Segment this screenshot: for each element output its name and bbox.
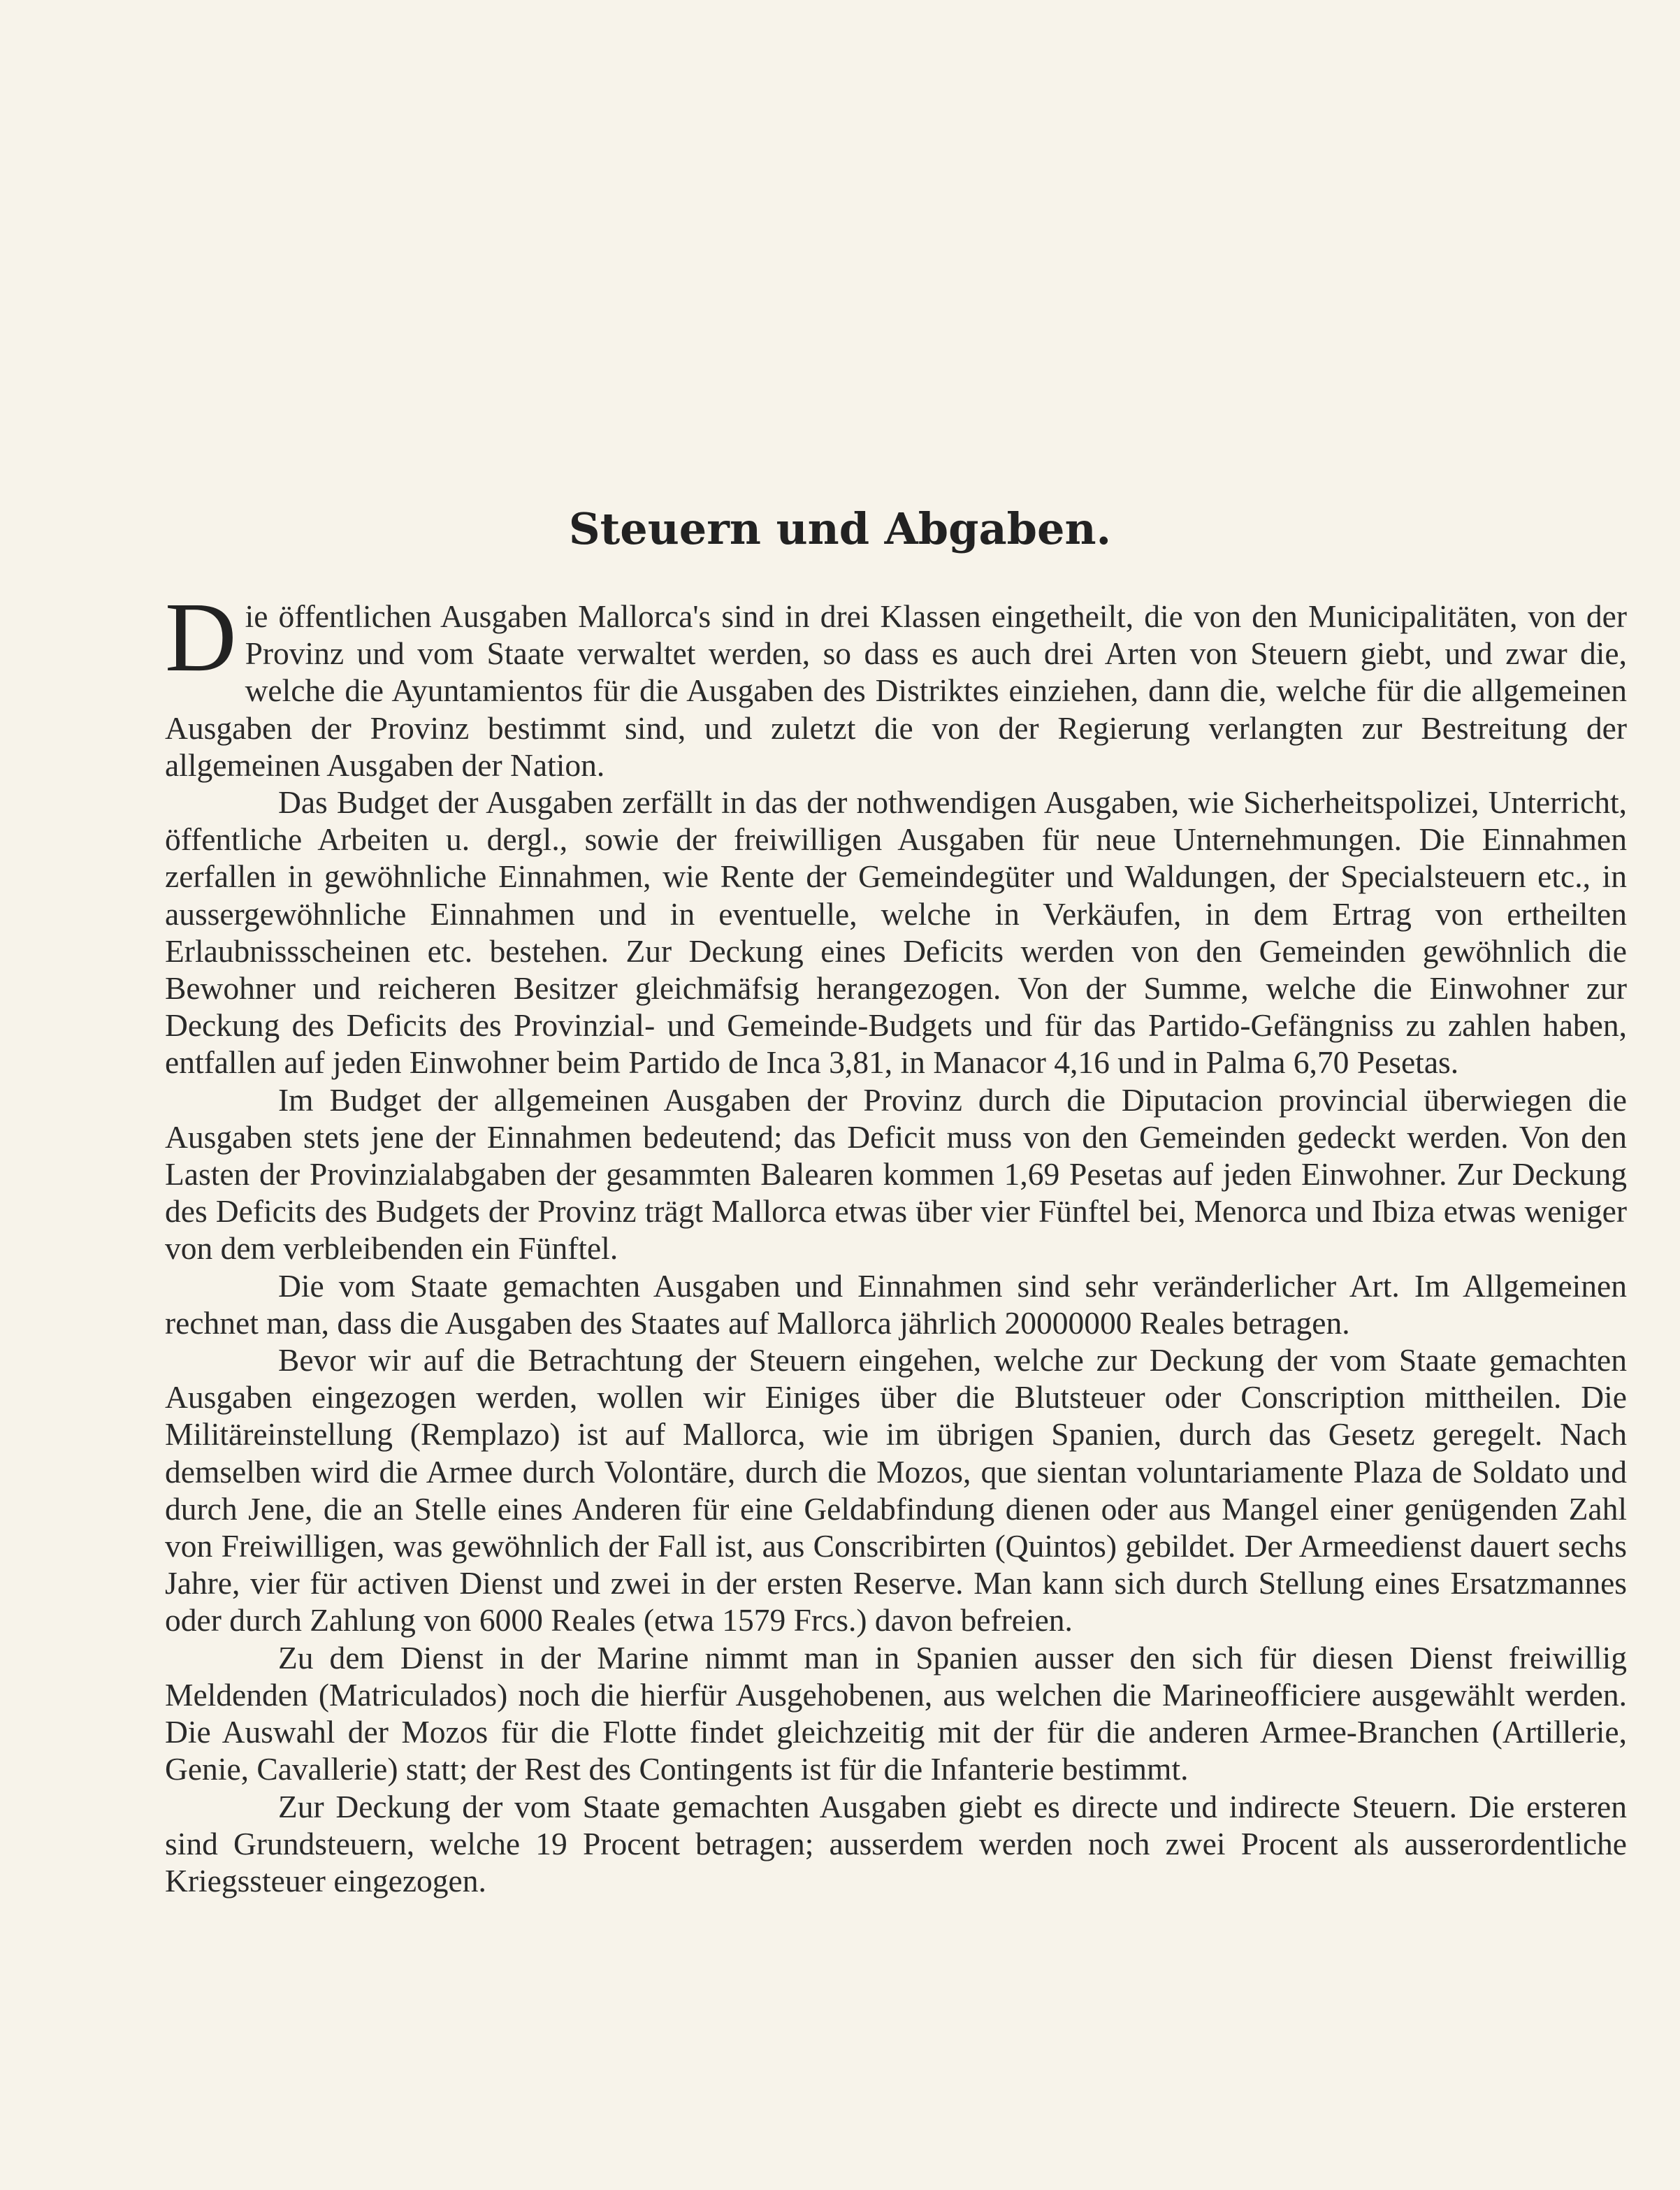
paragraph-6: Zu dem Dienst in der Marine nimmt man in Spanien ausser den sich für diesen Dienst freiwillig Meldenden (Matriculados) noch die hierfür Ausgehobenen, aus welchen die Marineofficiere ausgewählt werden. Die Auswahl der Mozos für die Flotte findet gleichzeitig mit der für die anderen Armee-Branchen (Artillerie, Genie, Cavallerie) statt; der Rest des Contingents ist für die Infanterie bestimmt. xyxy=(165,1639,1627,1787)
paragraph-5: Bevor wir auf die Betrachtung der Steuern eingehen, welche zur Deckung der vom Staate gemachten Ausgaben eingezogen werden, wollen wir Einiges über die Blutsteuer oder Conscription mittheilen. Die Militäreinstellung (Remplazo) ist auf Mallorca, wie im übrigen Spanien, durch das Gesetz geregelt. Nach demselben wird die Armee durch Volontäre, durch die Mozos, que sientan voluntariamente Plaza de Soldato und durch Jene, die an Stelle eines Anderen für eine Geldabfindung dienen oder aus Mangel einer genügenden Zahl von Freiwilligen, was gewöhnlich der Fall ist, aus Conscribirten (Quintos) gebildet. Der Armeedienst dauert sechs Jahre, vier für activen Dienst und zwei in der ersten Reserve. Man kann sich durch Stellung eines Ersatzmannes oder durch Zahlung von 6000 Reales (etwa 1579 Frcs.) davon befreien. xyxy=(165,1342,1627,1638)
paragraph-1-text: ie öffentlichen Ausgaben Mallorca's sind in drei Klassen eingetheilt, die von den Municipalitäten, von der Provinz und vom Staate verwaltet werden, so dass es auch drei Arten von Steuern giebt, und zwar die, welche die Ayuntamientos für die Ausgaben des Distriktes einziehen, dann die, welche für die allgemeinen Ausgaben der Provinz bestimmt sind, und zuletzt die von der Regierung verlangten zur Bestreitung der allgemeinen Ausgaben der Nation. xyxy=(165,598,1627,783)
paragraph-4: Die vom Staate gemachten Ausgaben und Einnahmen sind sehr veränderlicher Art. Im Allgemeinen rechnet man, dass die Ausgaben des Staates auf Mallorca jährlich 20000000 Reales betragen. xyxy=(165,1267,1627,1341)
page-title: Steuern und Abgaben. xyxy=(568,503,1112,554)
paragraph-2: Das Budget der Ausgaben zerfällt in das der nothwendigen Ausgaben, wie Sicherheitspolizei, Unterricht, öffentliche Arbeiten u. dergl., sowie der freiwilligen Ausgaben für neue Unternehmungen. Die Einnahmen zerfallen in gewöhnliche Einnahmen, wie Rente der Gemeindegüter und Waldungen, der Specialsteuern etc., in aussergewöhnliche Einnahmen und in eventuelle, welche in Verkäufen, in dem Ertrag von ertheilten Erlaubnissscheinen etc. bestehen. Zur Deckung eines Deficits werden von den Gemeinden gewöhnlich die Bewohner und reicheren Besitzer gleichmäfsig herangezogen. Von der Summe, welche die Einwohner zur Deckung des Deficits des Provinzial- und Gemeinde-Budgets und für das Partido-Gefängniss zu zahlen haben, entfallen auf jeden Einwohner beim Partido de Inca 3,81, in Manacor 4,16 und in Palma 6,70 Pesetas. xyxy=(165,784,1627,1081)
paragraph-3: Im Budget der allgemeinen Ausgaben der Provinz durch die Diputacion provincial überwiegen die Ausgaben stets jene der Einnahmen bedeutend; das Deficit muss von den Gemeinden gedeckt werden. Von den Lasten der Provinzialabgaben der gesammten Balearen kommen 1,69 Pesetas auf jeden Einwohner. Zur Deckung des Deficits des Budgets der Provinz trägt Mallorca etwas über vier Fünftel bei, Menorca und Ibiza etwas weniger von dem verbleibenden ein Fünftel. xyxy=(165,1081,1627,1267)
drop-cap-initial: D xyxy=(165,582,237,692)
paragraph-1 xyxy=(165,582,1627,784)
paragraph-7: Zur Deckung der vom Staate gemachten Ausgaben giebt es directe und indirecte Steuern. Die ersteren sind Grundsteuern, welche 19 Procent betragen; ausserdem werden noch zwei Procent als ausserordentliche Kriegssteuer eingezogen. xyxy=(165,1788,1627,1899)
body-text xyxy=(165,582,1627,1899)
